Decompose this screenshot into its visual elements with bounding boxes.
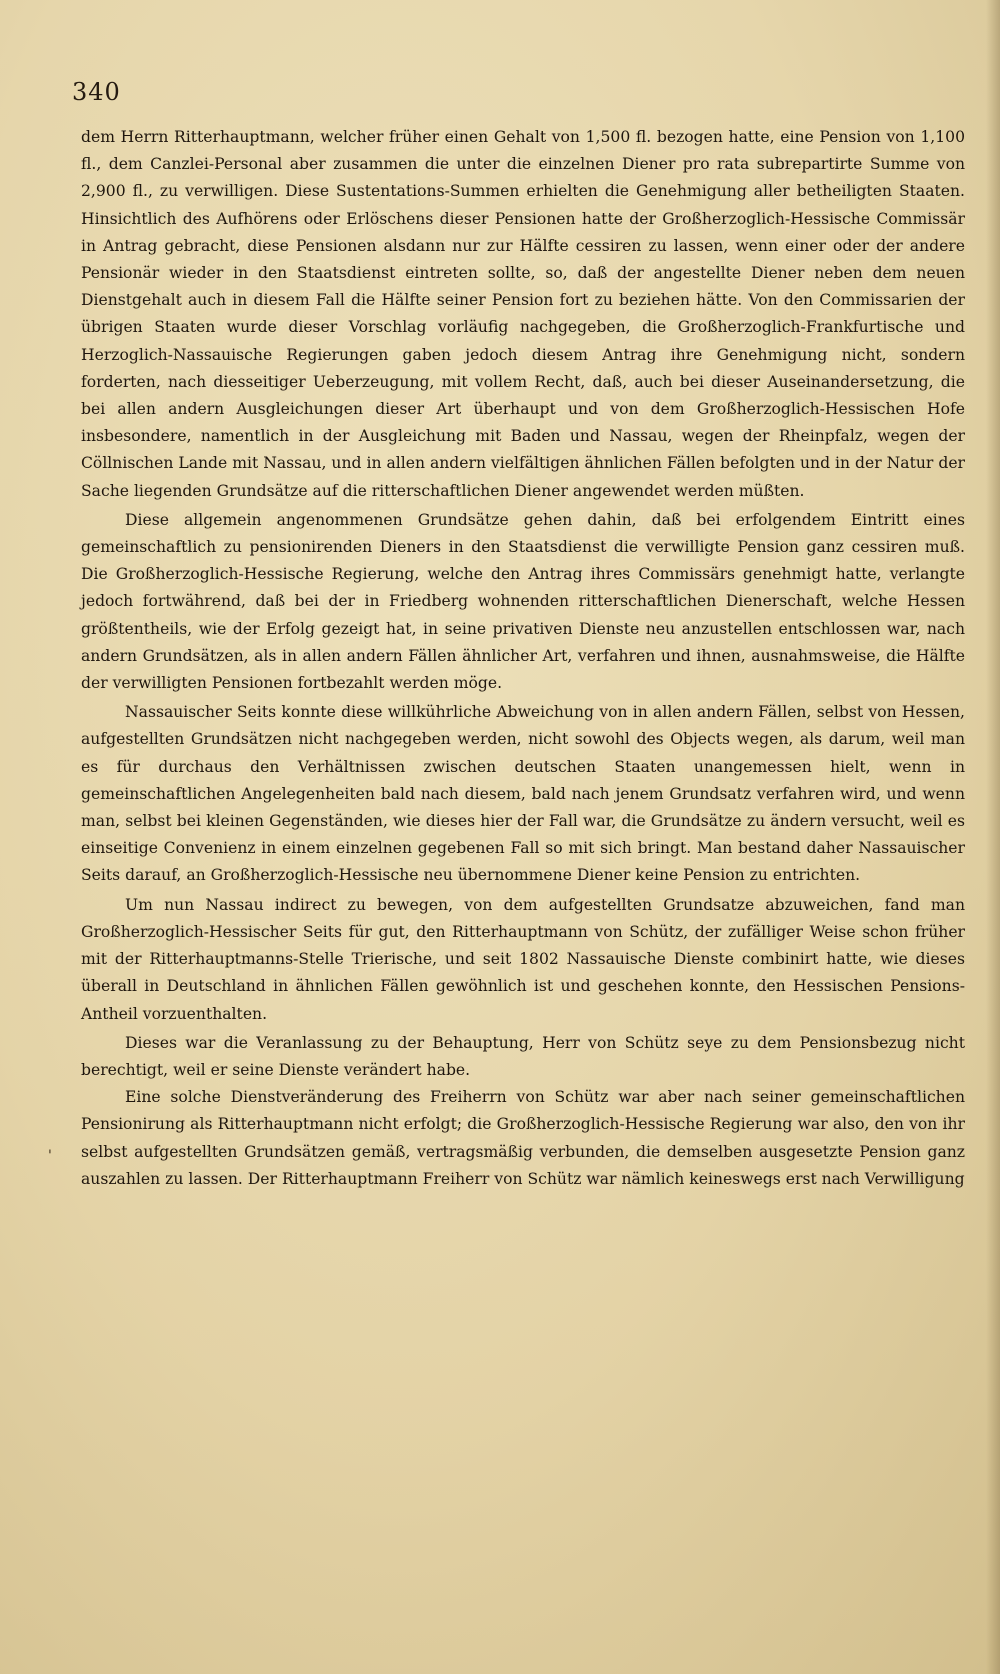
page-edge-shadow — [986, 0, 1000, 1674]
paragraph-3: Nassauischer Seits konnte diese willkührliche Abweichung von in allen andern Fällen, selbst von Hessen, aufgestellten Grundsätzen nicht nachgegeben werden, nicht sowohl des Objects wegen, als darum, weil man es für durchaus den Verhältnissen zwischen deutschen Staaten unangemessen hielt, wenn in gemeinschaftlichen Angelegenheiten bald nach diesem, bald nach jenem Grundsatz verfahren wird, und wenn man, selbst bei kleinen Gegenständen, wie dieses hier der Fall war, die Grundsätze zu ändern versucht, weil es einseitige Convenienz in einem einzelnen gegebenen Fall so mit sich bringt. Man bestand daher Nassauischer Seits darauf, an Großherzoglich-Hessische neu übernommene Diener keine Pension zu entrichten. — [81, 703, 965, 885]
margin-mark: ' — [48, 1148, 52, 1164]
paragraph-1: dem Herrn Ritterhauptmann, welcher früher einen Gehalt von 1,500 fl. bezogen hatte, eine Pension von 1,100 fl., dem Canzlei-Personal aber zusammen die unter die einzelnen Diener pro rata subrepartirte Summe von 2,900 fl., zu verwilligen. Diese Sustentations-Summen erhielten die Genehmigung aller betheiligten Staaten. Hinsichtlich des Aufhörens oder Erlöschens dieser Pensionen hatte der Großherzoglich-Hessische Commissär in Antrag gebracht, diese Pensionen alsdann nur zur Hälfte cessiren zu lassen, wenn einer oder der andere Pensionär wieder in den Staatsdienst eintreten sollte, so, daß der angestellte Diener neben dem neuen Dienstgehalt auch in diesem Fall die Hälfte seiner Pension fort zu beziehen hätte. Von den Commissarien der übrigen Staaten wurde dieser Vorschlag vorläufig nachgegeben, die Großherzoglich-Frankfurtische und Herzoglich-Nassauische Regierungen gaben jedoch diesem Antrag ihre Genehmigung nicht, sondern forderten, nach diesseitiger Ueberzeugung, mit vollem Recht, daß, auch bei dieser Auseinandersetzung, die bei allen andern Ausgleichungen dieser Art überhaupt und von dem Großherzoglich-Hessischen Hofe insbesondere, namentlich in der Ausgleichung mit Baden und Nassau, wegen der Rheinpfalz, wegen der Cöllnischen Lande mit Nassau, und in allen andern vielfältigen ähnlichen Fällen befolgten und in der Natur der Sache liegenden Grundsätze auf die ritterschaftlichen Diener angewendet werden müßten. — [81, 128, 965, 500]
body-text — [81, 124, 965, 1193]
paragraph-4: Um nun Nassau indirect zu bewegen, von dem aufgestellten Grundsatze abzuweichen, fand man Großherzoglich-Hessischer Seits für gut, den Ritterhauptmann von Schütz, der zufälliger Weise schon früher mit der Ritterhauptmanns-Stelle Trierische, und seit 1802 Nassauische Dienste combinirt hatte, wie dieses überall in Deutschland in ähnlichen Fällen gewöhnlich ist und geschehen konnte, den Hessischen Pensions-Antheil vorzuenthalten. — [81, 895, 965, 1023]
page-number: 340 — [72, 78, 121, 106]
paragraph-5: Dieses war die Veranlassung zu der Behauptung, Herr von Schütz seye zu dem Pensionsbezug nicht berechtigt, weil er seine Dienste verändert habe. — [81, 1033, 965, 1079]
paragraph-2: Diese allgemein angenommenen Grundsätze gehen dahin, daß bei erfolgendem Eintritt eines gemeinschaftlich zu pensionirenden Dieners in den Staatsdienst die verwilligte Pension ganz cessiren muß. Die Großherzoglich-Hessische Regierung, welche den Antrag ihres Commissärs genehmigt hatte, verlangte jedoch fortwährend, daß bei der in Friedberg wohnenden ritterschaftlichen Dienerschaft, welche Hessen größtentheils, wie der Erfolg gezeigt hat, in seine privativen Dienste neu anzustellen entschlossen war, nach andern Grundsätzen, als in allen andern Fällen ähnlicher Art, verfahren und ihnen, ausnahmsweise, die Hälfte der verwilligten Pensionen fortbezahlt werden möge. — [81, 510, 965, 693]
paragraph-6: Eine solche Dienstveränderung des Freiherrn von Schütz war aber nach seiner gemeinschaftlichen Pensionirung als Ritterhauptmann nicht erfolgt; die Großherzoglich-Hessische Regierung war also, den von ihr selbst aufgestellten Grundsätzen gemäß, vertragsmäßig verbunden, die demselben ausgesetzte Pension ganz auszahlen zu lassen. Der Ritterhauptmann Freiherr von Schütz war nämlich keineswegs erst nach Verwilligung — [81, 1088, 965, 1188]
